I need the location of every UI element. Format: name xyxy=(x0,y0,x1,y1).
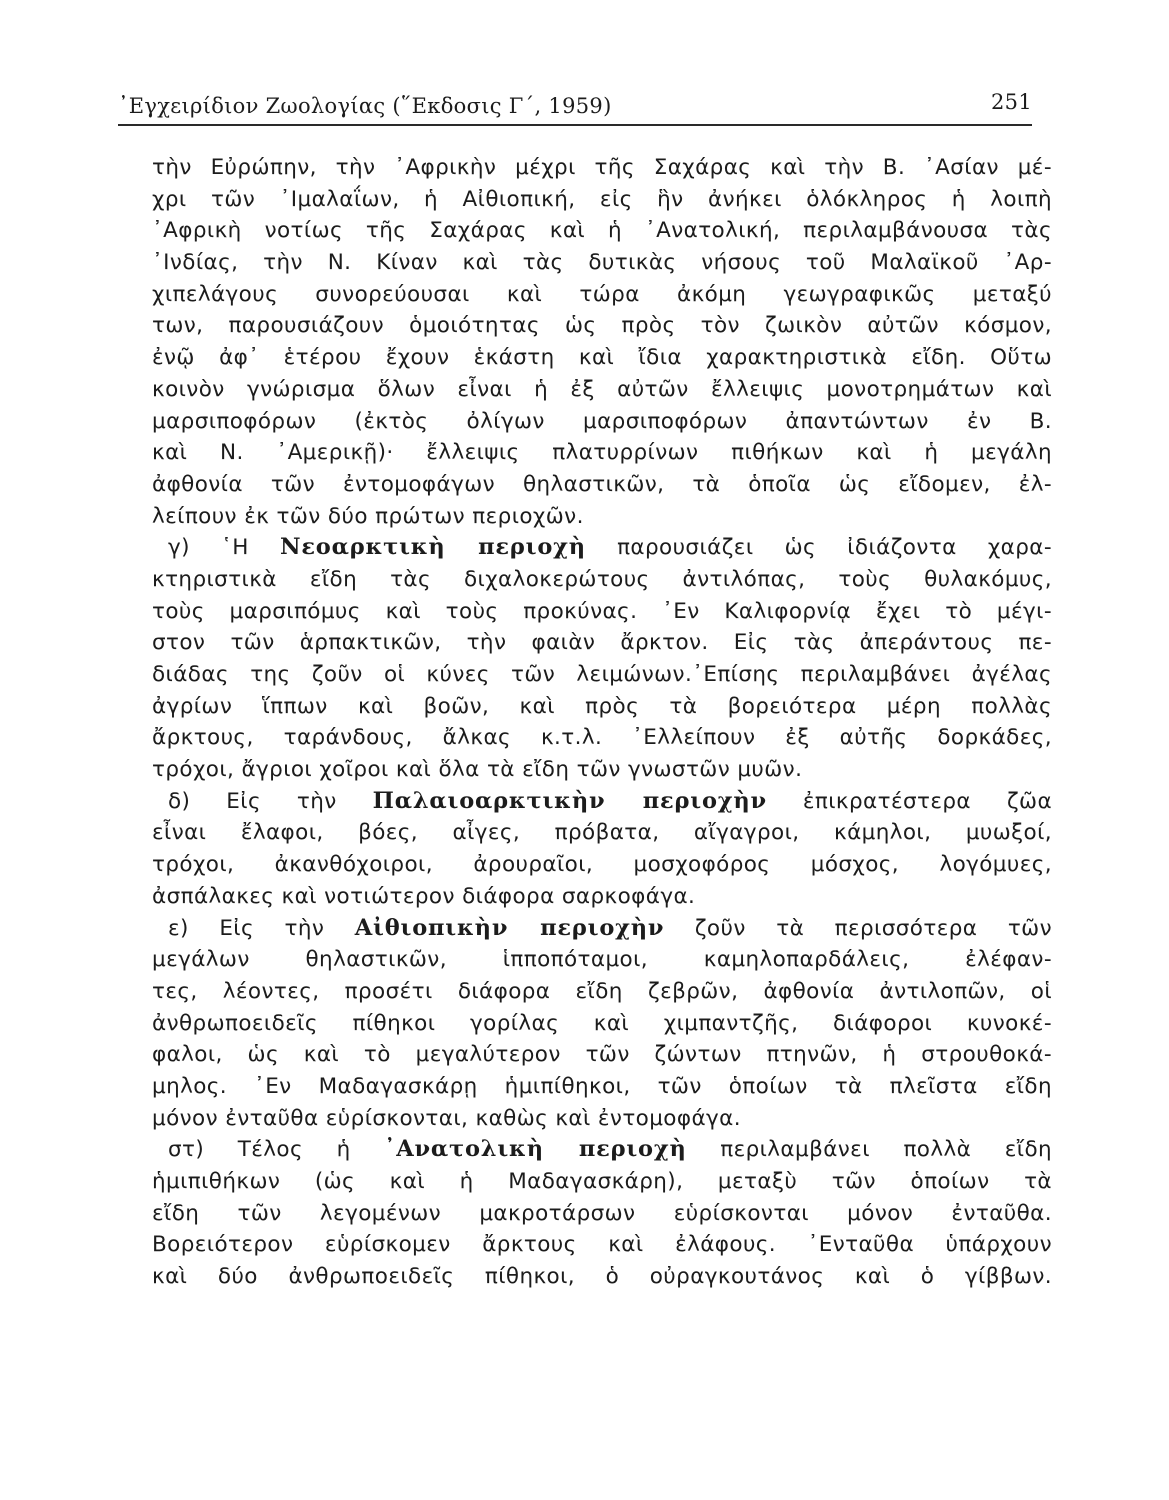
text-line: τρόχοι, ἀκανθόχοιροι, ἀρουραῖοι, μοσχοφόρος μόσχος, λογόμυες, xyxy=(152,852,1052,878)
text-line: τρόχοι, ἄγριοι χοῖροι καὶ ὅλα τὰ εἴδη τῶν γνωστῶν μυῶν. xyxy=(152,757,803,783)
text-line: μαρσιποφόρων (ἐκτὸς ὀλίγων μαρσιποφόρων ἀπαντώντων ἐν Β. xyxy=(152,408,1052,434)
text-run: ζοῦν τὰ περισσότερα τῶν xyxy=(694,915,1052,941)
text-line: μεγάλων θηλαστικῶν, ἱπποπόταμοι, καμηλοπαρδάλεις, ἐλέφαν- xyxy=(152,947,1052,973)
text-line: ἡμιπιθήκων (ὡς καὶ ἡ Μαδαγασκάρη), μεταξὺ τῶν ὁποίων τὰ xyxy=(152,1169,1052,1194)
header-rule xyxy=(118,124,1032,126)
text-line: ἀγρίων ἵππων καὶ βοῶν, καὶ πρὸς τὰ βορειότερα μέρη πολλὰς xyxy=(152,693,1052,719)
text-line: κοινὸν γνώρισμα ὅλων εἶναι ἡ ἐξ αὐτῶν ἔλλειψις μονοτρημάτων καὶ xyxy=(152,376,1052,402)
section-marker: γ) ῾Η xyxy=(168,535,249,561)
text-run: περιλαμβάνει πολλὰ εἴδη xyxy=(720,1137,1052,1163)
text-line: τοὺς μαρσιπόμυς καὶ τοὺς προκύνας. ᾿Εν Καλιφορνίᾳ ἔχει τὸ μέγι- xyxy=(152,598,1052,624)
text-run: ἐπικρατέστερα ζῶα xyxy=(802,788,1052,814)
page-number: 251 xyxy=(991,90,1032,114)
text-run: παρουσιάζει ὡς ἰδιάζοντα χαρα- xyxy=(617,535,1052,561)
text-line: φαλοι, ὡς καὶ τὸ μεγαλύτερον τῶν ζώντων πτηνῶν, ἡ στρουθοκά- xyxy=(152,1042,1052,1068)
text-line: τὴν Εὐρώπην, τὴν ᾿Αφρικὴν μέχρι τῆς Σαχάρας καὶ τὴν Β. ᾿Ασίαν μέ- xyxy=(152,155,1052,180)
text-line: καὶ δύο ἀνθρωποειδεῖς πίθηκοι, ὁ οὐραγκουτάνος καὶ ὁ γίββων. xyxy=(152,1264,1052,1290)
text-line: ἀφθονία τῶν ἐντομοφάγων θηλαστικῶν, τὰ ὁποῖα ὡς εἴδομεν, ἐλ- xyxy=(152,471,1052,497)
paragraph-oriental xyxy=(152,1134,1052,1292)
text-line xyxy=(152,1134,1052,1166)
text-line: χρι τῶν ᾿Ιμαλαΐων, ἡ Αἰθιοπική, εἰς ἣν ἀνήκει ὁλόκληρος ἡ λοιπὴ xyxy=(152,186,1052,212)
text-line: τες, λέοντες, προσέτι διάφορα εἴδη ζεβρῶν, ἀφθονία ἀντιλοπῶν, οἱ xyxy=(152,978,1052,1004)
text-line: στον τῶν ἁρπακτικῶν, τὴν φαιὰν ἄρκτον. Εἰς τὰς ἀπεράντους πε- xyxy=(152,630,1052,656)
book-title: ᾿Εγχειρίδιον Ζωολογίας (῞Εκδοσις Γ΄, 1959) xyxy=(118,94,612,118)
region-heading: Αἰθιοπικὴν περιοχὴν xyxy=(354,914,665,941)
text-line xyxy=(152,913,1052,945)
text-line xyxy=(152,532,1052,564)
text-line: μόνον ἐνταῦθα εὑρίσκονται, καθὼς καὶ ἐντομοφάγα. xyxy=(152,1105,741,1131)
text-line: κτηριστικὰ εἴδη τὰς διχαλοκερώτους ἀντιλόπας, τοὺς θυλακόμυς, xyxy=(152,566,1052,592)
region-heading: Νεοαρκτικὴ περιοχὴ xyxy=(279,534,586,561)
text-line: μηλος. ᾿Εν Μαδαγασκάρῃ ἡμιπίθηκοι, τῶν ὁποίων τὰ πλεῖστα εἴδη xyxy=(152,1073,1052,1099)
text-line: χιπελάγους συνορεύουσαι καὶ τώρα ἀκόμη γεωγραφικῶς μεταξύ xyxy=(152,281,1052,307)
text-line xyxy=(152,786,1052,818)
text-line: λείπουν ἐκ τῶν δύο πρώτων περιοχῶν. xyxy=(152,503,584,529)
region-heading: ᾿Ανατολικὴ περιοχὴ xyxy=(384,1136,687,1163)
paragraph-continuation xyxy=(152,152,1052,532)
text-line: διάδας της ζοῦν οἱ κύνες τῶν λειμώνων.᾿Επίσης περιλαμβάνει ἀγέλας xyxy=(152,662,1052,687)
running-header xyxy=(118,88,1032,124)
text-line: εἶναι ἔλαφοι, βόες, αἶγες, πρόβατα, αἴγαγροι, κάμηλοι, μυωξοί, xyxy=(152,820,1052,846)
section-marker: δ) Εἰς τὴν xyxy=(168,788,337,814)
paragraph-palearctic xyxy=(152,786,1052,913)
text-line: των, παρουσιάζουν ὁμοιότητας ὡς πρὸς τὸν ζωικὸν αὐτῶν κόσμον, xyxy=(152,313,1052,339)
text-line: καὶ Ν. ᾿Αμερικῇ)· ἔλλειψις πλατυρρίνων πιθήκων καὶ ἡ μεγάλη xyxy=(152,440,1052,466)
text-line: ἀνθρωποειδεῖς πίθηκοι γορίλας καὶ χιμπαντζῆς, διάφοροι κυνοκέ- xyxy=(152,1010,1052,1036)
text-line: ἄρκτους, ταράνδους, ἄλκας κ.τ.λ. ᾿Ελλείπουν ἐξ αὐτῆς δορκάδες, xyxy=(152,725,1052,751)
text-line: ᾿Ινδίας, τὴν Ν. Κίναν καὶ τὰς δυτικὰς νήσους τοῦ Μαλαϊκοῦ ᾿Αρ- xyxy=(152,250,1052,276)
text-line: ἐνῷ ἀφ᾿ ἑτέρου ἔχουν ἑκάστη καὶ ἴδια χαρακτηριστικὰ εἴδη. Οὕτω xyxy=(152,345,1052,371)
body-text xyxy=(152,152,1052,1293)
text-line: ἀσπάλακες καὶ νοτιώτερον διάφορα σαρκοφάγα. xyxy=(152,883,696,909)
text-line: Βορειότερον εὑρίσκομεν ἄρκτους καὶ ἐλάφους. ᾿Ενταῦθα ὑπάρχουν xyxy=(152,1232,1052,1258)
paragraph-nearctic xyxy=(152,532,1052,786)
section-marker: στ) Τέλος ἡ xyxy=(168,1137,351,1163)
paragraph-ethiopian xyxy=(152,913,1052,1135)
region-heading: Παλαιοαρκτικὴν περιοχὴν xyxy=(372,787,767,814)
text-line: ᾿Αφρικὴ νοτίως τῆς Σαχάρας καὶ ἡ ᾿Ανατολική, περιλαμβάνουσα τὰς xyxy=(152,218,1052,244)
section-marker: ε) Εἰς τὴν xyxy=(168,915,325,941)
text-line: εἴδη τῶν λεγομένων μακροτάρσων εὑρίσκονται μόνον ἐνταῦθα. xyxy=(152,1200,1052,1226)
